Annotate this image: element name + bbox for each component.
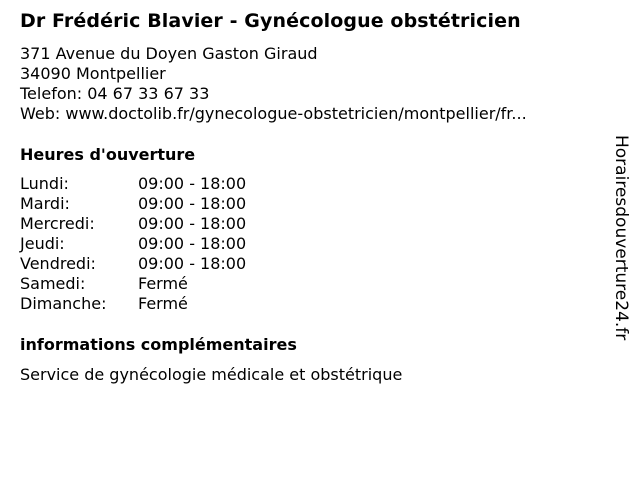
hours-time-value: Fermé: [138, 274, 188, 293]
hours-row-monday: [20, 174, 320, 194]
address-city: 34090 Montpellier: [20, 64, 166, 83]
business-title: Dr Frédéric Blavier - Gynécologue obstétricien: [20, 10, 521, 32]
hours-day-label: Mardi:: [20, 194, 70, 213]
site-brand-label: Horairesdouverture24.fr: [611, 135, 631, 341]
hours-row-tuesday: [20, 194, 320, 214]
hours-day-label: Dimanche:: [20, 294, 107, 313]
hours-day-label: Samedi:: [20, 274, 86, 293]
opening-hours-heading: Heures d'ouverture: [20, 145, 196, 164]
hours-time-value: 09:00 - 18:00: [138, 174, 247, 193]
additional-info-text: Service de gynécologie médicale et obstétrique: [20, 365, 403, 384]
hours-time-value: 09:00 - 18:00: [138, 254, 247, 273]
hours-row-friday: [20, 254, 320, 274]
hours-row-sunday: [20, 294, 320, 314]
opening-hours-list: [20, 174, 320, 314]
hours-time-value: 09:00 - 18:00: [138, 194, 247, 213]
phone-line: Telefon: 04 67 33 67 33: [20, 84, 210, 103]
hours-time-value: 09:00 - 18:00: [138, 234, 247, 253]
website-line: Web: www.doctolib.fr/gynecologue-obstetricien/montpellier/fr...: [20, 104, 527, 123]
hours-row-saturday: [20, 274, 320, 294]
address-street: 371 Avenue du Doyen Gaston Giraud: [20, 44, 318, 63]
hours-day-label: Vendredi:: [20, 254, 96, 273]
hours-day-label: Jeudi:: [20, 234, 65, 253]
hours-row-thursday: [20, 234, 320, 254]
additional-info-heading: informations complémentaires: [20, 335, 297, 354]
hours-day-label: Lundi:: [20, 174, 69, 193]
hours-row-wednesday: [20, 214, 320, 234]
hours-time-value: 09:00 - 18:00: [138, 214, 247, 233]
hours-time-value: Fermé: [138, 294, 188, 313]
hours-day-label: Mercredi:: [20, 214, 95, 233]
